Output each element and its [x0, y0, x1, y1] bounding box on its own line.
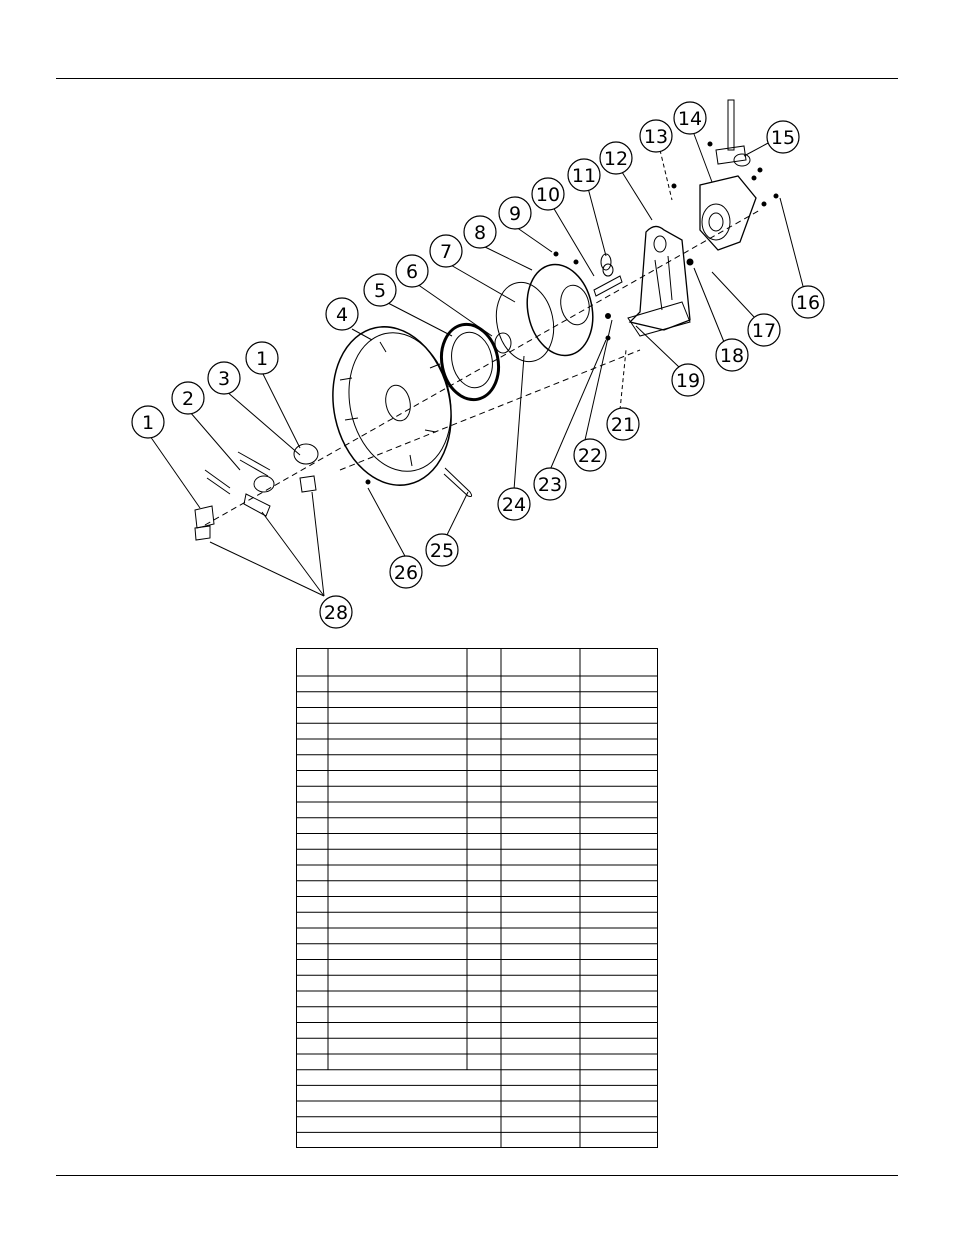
callout-label: 8 [473, 222, 487, 244]
callout-label: 14 [677, 108, 703, 130]
assembly-axis [205, 210, 760, 525]
callout-13 [600, 142, 632, 174]
callout-label: 1 [255, 348, 269, 370]
callout-9 [464, 216, 496, 248]
callout-label: 17 [751, 320, 777, 342]
callout-7 [396, 255, 428, 287]
callout-label: 15 [770, 127, 796, 149]
callout-25 [426, 534, 458, 566]
callout-23 [534, 468, 566, 500]
callout-10 [499, 197, 531, 229]
callout-16 [767, 121, 799, 153]
callout-label: 1 [141, 412, 155, 434]
callout-5 [326, 298, 358, 330]
callout-label: 11 [571, 165, 597, 187]
callout-label: 2 [181, 388, 195, 410]
callout-label: 25 [429, 540, 455, 562]
callout-label: 21 [610, 414, 636, 436]
callout-label: 12 [603, 148, 629, 170]
spring-housing-part [435, 319, 506, 405]
callout-17 [792, 286, 824, 318]
callout-12 [568, 159, 600, 191]
callout-22 [574, 439, 606, 471]
callout-20 [672, 364, 704, 396]
callout-4 [246, 342, 278, 374]
callout-15 [674, 102, 706, 134]
hardware-dots [366, 142, 778, 484]
callout-24 [498, 488, 530, 520]
callout-18 [748, 314, 780, 346]
callout-label: 28 [323, 602, 349, 624]
motor-block-part [700, 100, 756, 250]
callout-label: 16 [795, 292, 821, 314]
ring-part [489, 277, 560, 367]
callout-label: 6 [405, 261, 419, 283]
side-plate-part [519, 258, 601, 361]
callout-label: 3 [217, 368, 231, 390]
callout-14 [640, 120, 672, 152]
callout-1 [132, 406, 164, 438]
callout-label: 10 [535, 184, 561, 206]
callout-label: 5 [373, 280, 387, 302]
callout-2 [172, 382, 204, 414]
callout-label: 13 [643, 126, 669, 148]
callout-label: 23 [537, 474, 563, 496]
callout-26 [390, 556, 422, 588]
callout-3 [208, 362, 240, 394]
callout-label: 22 [577, 445, 603, 467]
shaft-part [594, 254, 622, 296]
callout-label: 9 [508, 203, 522, 225]
callout-21 [607, 408, 639, 440]
callout-label: 18 [719, 345, 745, 367]
parts-table [296, 648, 658, 1148]
callout-27 [320, 596, 352, 628]
mounting-bracket-part [628, 226, 690, 336]
bottom-rule [56, 1175, 898, 1176]
callout-group [132, 102, 824, 628]
callout-label: 4 [335, 304, 349, 326]
swivel-fittings-part [195, 444, 318, 540]
callout-19 [716, 339, 748, 371]
callout-label: 19 [675, 370, 701, 392]
callout-11 [532, 178, 564, 210]
callout-6 [364, 274, 396, 306]
callout-8 [430, 235, 462, 267]
callout-label: 26 [393, 562, 419, 584]
callout-label: 7 [439, 241, 453, 263]
callout-label: 24 [501, 494, 527, 516]
